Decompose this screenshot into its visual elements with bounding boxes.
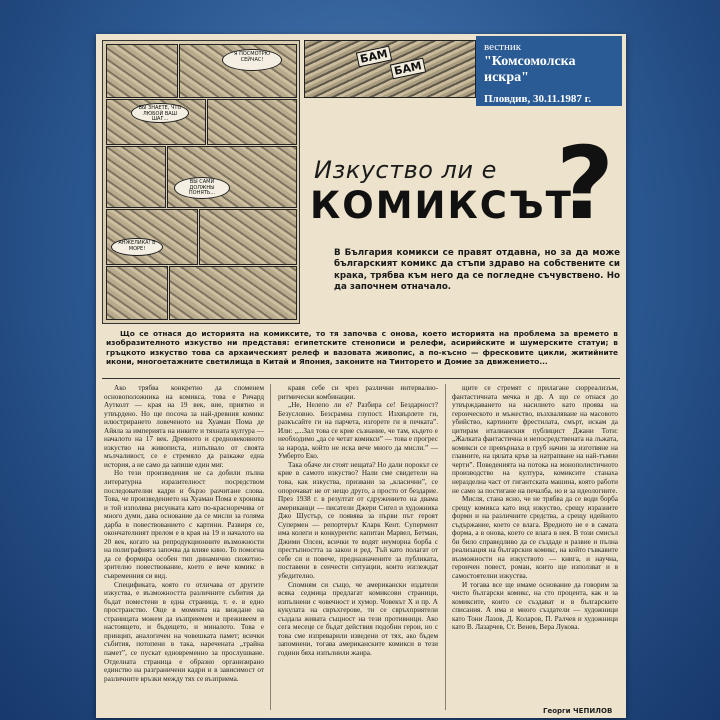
comic-panel (106, 44, 178, 98)
speech-bubble: ВЫ САМИ ДОЛЖНЫ ПОНЯТЬ... (174, 177, 230, 199)
comic-panel (106, 146, 166, 208)
comic-panel (106, 99, 206, 145)
intro-paragraph: Що се отнася до историята на комиксите, то тя започва с онова, което историята на проблема за времето в изобразителното изкуство ни представя: египетските стенописи и релефи, асирийските и шумерските статуи; в гръцкото изкуство това са архаическият релеф и вазовата живопис, а по-късно — фресковите цикли, житийните икони, многоетажните светилища в Китай и Япония, законите на Тинторето и Домие за движението... (106, 329, 618, 367)
comic-strip-illustration (102, 40, 300, 324)
comic-panel (199, 209, 297, 265)
column-divider (270, 384, 271, 710)
paragraph: щите се стремят с прилагане сюрреализъм, фантастичната мечка и др. А що се отнася до утвърждаването на насилието като проява на героическото и мъжество, възхваляване на масовото убийство, картините фрестилата, смърт, искам да цитирам италианския публицист Джани Тоти: „Жалката фантастична и непосредствената на лъжата, комикси се превърнаха в груб начин за изготвяне на главните, на цялата кръв за натрапване на най-тъмни черти”. Поведенията на потока на монополистичното производство на култура, комиксите станаха неразделна част от гигантската машина, която работи не само за постигане на печалба, но и за идеологиите. (452, 384, 618, 495)
article-column-2 (278, 384, 438, 712)
speech-bubble: ВЫ ЗНАЕТЕ, ЧТО ЛЮБОЙ ВАШ ШАГ... (131, 103, 189, 123)
article-column-1 (104, 384, 264, 712)
sound-effect-text: БАМ (356, 46, 392, 68)
divider (102, 378, 620, 379)
paragraph: кравя себе си чрез различни интервално-ритмически комбинации. (278, 384, 438, 401)
paragraph: Така обаче ли стоят нещата? Но дали порокът се крие в самото изкуство? Нали сме свидетели на това, как изкуства, призвани за „класични”, се опорочават не от нещо друго, а просто от бездарие. През 1938 г. в резултат от сдружението на двама американци — писатели Джери Сигел и художника Джо Шустър, се появява за първи път героят Супермен — репортерът Кларк Кент. Супермент има колеги и конкуренти: капитан Марвел, Бетман, Джими Олсен, всички те водят неуморна борба с престъпността за закон и ред. Тъй като полагат от себе си и повече, предназначените за публиката, поставени в сенчести ситуации, които изглеждат убедително. (278, 460, 438, 581)
source-label: вестник (484, 41, 522, 53)
comic-panel (207, 99, 297, 145)
headline-line-2: КОМИКСЪТ (310, 184, 573, 227)
column-divider (445, 384, 446, 710)
comic-panel (106, 266, 168, 320)
paragraph: Мисля, стана ясно, че не трябва да се води борба срещу комикса като вид изкуство, срещу изразните форми и на различните средства, а срещу идейното съдържание, което се влага. Вредното не е в самата форма, а в онова, което се влага в нея. В този смисъл би било справедливо да се създаде и развие и пълна реализация на българския комикс, на който гъвкавите възможности на изкуството — книга, и научна, героичен повест, роман, които ще използват и в самостоятелни изкуства. (452, 495, 618, 581)
speech-bubble: Я ПОСМОТРЮ СЕЙЧАС! (222, 49, 282, 71)
sound-effect-text: БАМ (390, 58, 426, 80)
speech-bubble: АНЖЕЛИКА! В МОРЕ! (111, 238, 163, 256)
source-dateline: Пловдив, 30.11.1987 г. (484, 93, 592, 105)
paragraph: „Не, Нелепо ли е? Разбира се! Бездарност? Безусловно. Безсрамна глупост. Изхвърлете ги, разкъсайте ги на парчета, изгорете ги в печката”. Или: „...Зал това се крие съзнание, че там, където е необходимо „да се четат комикси” — това е прогрес за народа, който не иска вече много да мисли.” — Умберто Еко. (278, 401, 438, 461)
headline-line-1: Изкуство ли е (314, 156, 497, 184)
paragraph: Ако трябва конкретно да споменем основоположника на комикса, това е Ричард Аутколт — края на 19 век, вие, приятно и утвърдено. Но ще посоча за най-древния комикс илюстрирането ловеченото на Хуаман Пома де Айяла за империята на инките и тяхната култура — началото на 17 век. Древното и средновековното изкуство на живописта, изпълвало от своята мълчаливост, се е стремяло да разкаже една история, а не само да запише един миг. (104, 384, 264, 469)
newspaper-clipping (96, 34, 626, 718)
comic-banner-illustration (304, 40, 476, 98)
headline-question-mark: ? (556, 125, 615, 242)
comic-panel (169, 266, 297, 320)
newspaper-name: "Комсомолска искра" (484, 54, 576, 85)
comic-panel (106, 209, 198, 265)
paragraph: Спомням си също, че американски издатели всяка седмица предлагат комиксови страници, изпълнени с човечност и хумор. Човекът X и пр. А кукулата на свръхгерове, ти се свръхприятели създала живата същност на тези противници. Ако сега месеце се бъдат действия подобни герои, но с това сме изпреварили изведени от тях, ако бъдем запомнени, тогава американските комикси в тези години бяха изпълнили жанра. (278, 580, 438, 657)
paragraph: Спецификата, която го отличава от другите изкуства, е възможността различните събития да бъдат поместени в една страница, т. е. в едно пространство. Още в момента на виждане на страницата можем да възприемем и преживеем и настоящето, и бъдещето, и миналото. Това е принцип, аналогичен на човешката памет; всички събития, потопени в така, наречената „трайна памет”, се пускат едновременно за прослушване. Отделната страница е образно организирано единство на разграничени кадри и в зависимост от различните връзки между тях се възприема. (104, 580, 264, 683)
article-column-3 (452, 384, 618, 712)
source-caption (476, 36, 622, 106)
paragraph: И тогава все ще имаме основание да говорим за чисто български комикс, на сто процента, как и за комиксите, които се създават и в българските списания. А има и много създатели — художници като Тони Лазов, Д. Коларов, П. Ралчев и художници като В. Лазарчев, Ст. Венев, Вера Лукова. (452, 580, 618, 632)
comic-panel (179, 44, 297, 98)
author-signature: Георги ЧЕПИЛОВ (540, 707, 612, 715)
paragraph: Но тези произведения не са добили пълна литературна изразителност посредством последователни кадри и бързо разчитане слова. Това, че произведението на Хуаман Пома е хроника и той изполвва рисунката като по-красноречива от много думи, дава основание да се мисли за голяма дарба в повествованието с картини. Развиря се, окончателният прелом е в края на 19 и началото на 20 век, когато на репродукционните възможности на полиграфията започва да влияе кино. То помогна да се формира особен тип динамично сюжетно-зрително повествование, което е вече комикс в съвременния си вид. (104, 469, 264, 581)
comic-panel (167, 146, 297, 208)
lead-paragraph: В България комикси се правят отдавна, но за да може българският комикс да стъпи здраво на собствените си крака, трябва към него да се погледне съчувствено. Но да започнем отначало. (334, 248, 620, 293)
